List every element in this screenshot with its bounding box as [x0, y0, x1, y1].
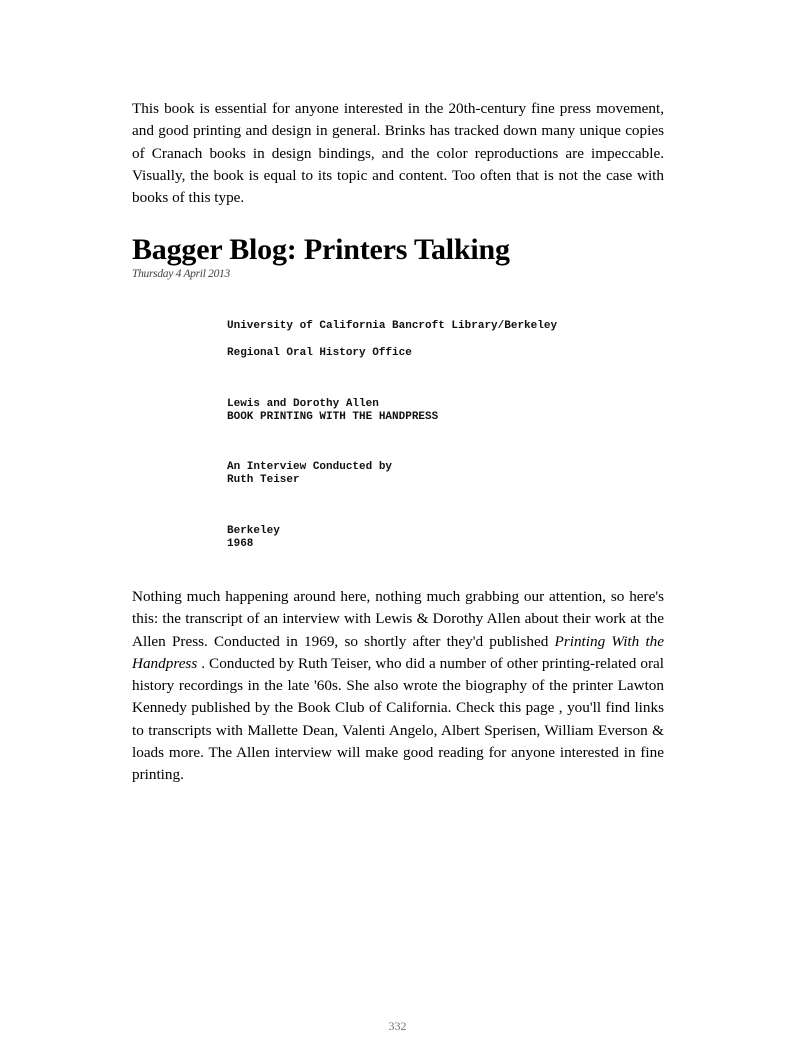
intro-paragraph: This book is essential for anyone interested in the 20th-century fine press movement, and good printing and design in general. Brinks has tracked down many unique copies of Cranach books in design bindings, and the color reproductions are impeccable. Visually, the book is equal to its topic and content. Too often that is not the case with books of this type. [132, 100, 664, 207]
scan-line-interviewer: Ruth Teiser [227, 474, 300, 486]
scan-line-institution: University of California Bancroft Library/Berkeley [227, 320, 558, 332]
post-date: Thursday 4 April 2013 [132, 268, 230, 280]
body-paragraph [132, 586, 664, 787]
scan-line-authors: Lewis and Dorothy Allen [227, 398, 379, 410]
post-title: Bagger Blog: Printers Talking [132, 233, 510, 266]
book-title-italic: Printing With the Handpress [132, 632, 664, 672]
scan-line-office: Regional Oral History Office [227, 347, 412, 359]
scan-line-place: Berkeley [227, 525, 280, 537]
scan-line-book-title: BOOK PRINTING WITH THE HANDPRESS [227, 411, 439, 423]
body-text-after: . Conducted by Ruth Teiser, who did a number of other printing-related oral history recordings in the late '60s. She also wrote the biography of the printer Lawton Kennedy published by the Book Club of California. Check this page , you'll find links to transcripts with Mallette Dean, Valenti Angelo, Albert Sperisen, William Everson & loads more. The Allen interview will make good reading for anyone interested in fine printing. [132, 654, 664, 784]
scan-line-year: 1968 [227, 538, 254, 550]
scan-line-conducted-by: An Interview Conducted by [227, 461, 393, 473]
body-text-before: Nothing much happening around here, nothing much grabbing our attention, so here's this: the transcript of an interview with Lewis & Dorothy Allen about their work at the Allen Press. Conducted in 1969, so shortly after they'd published [132, 588, 664, 650]
page-number: 332 [388, 1019, 407, 1033]
